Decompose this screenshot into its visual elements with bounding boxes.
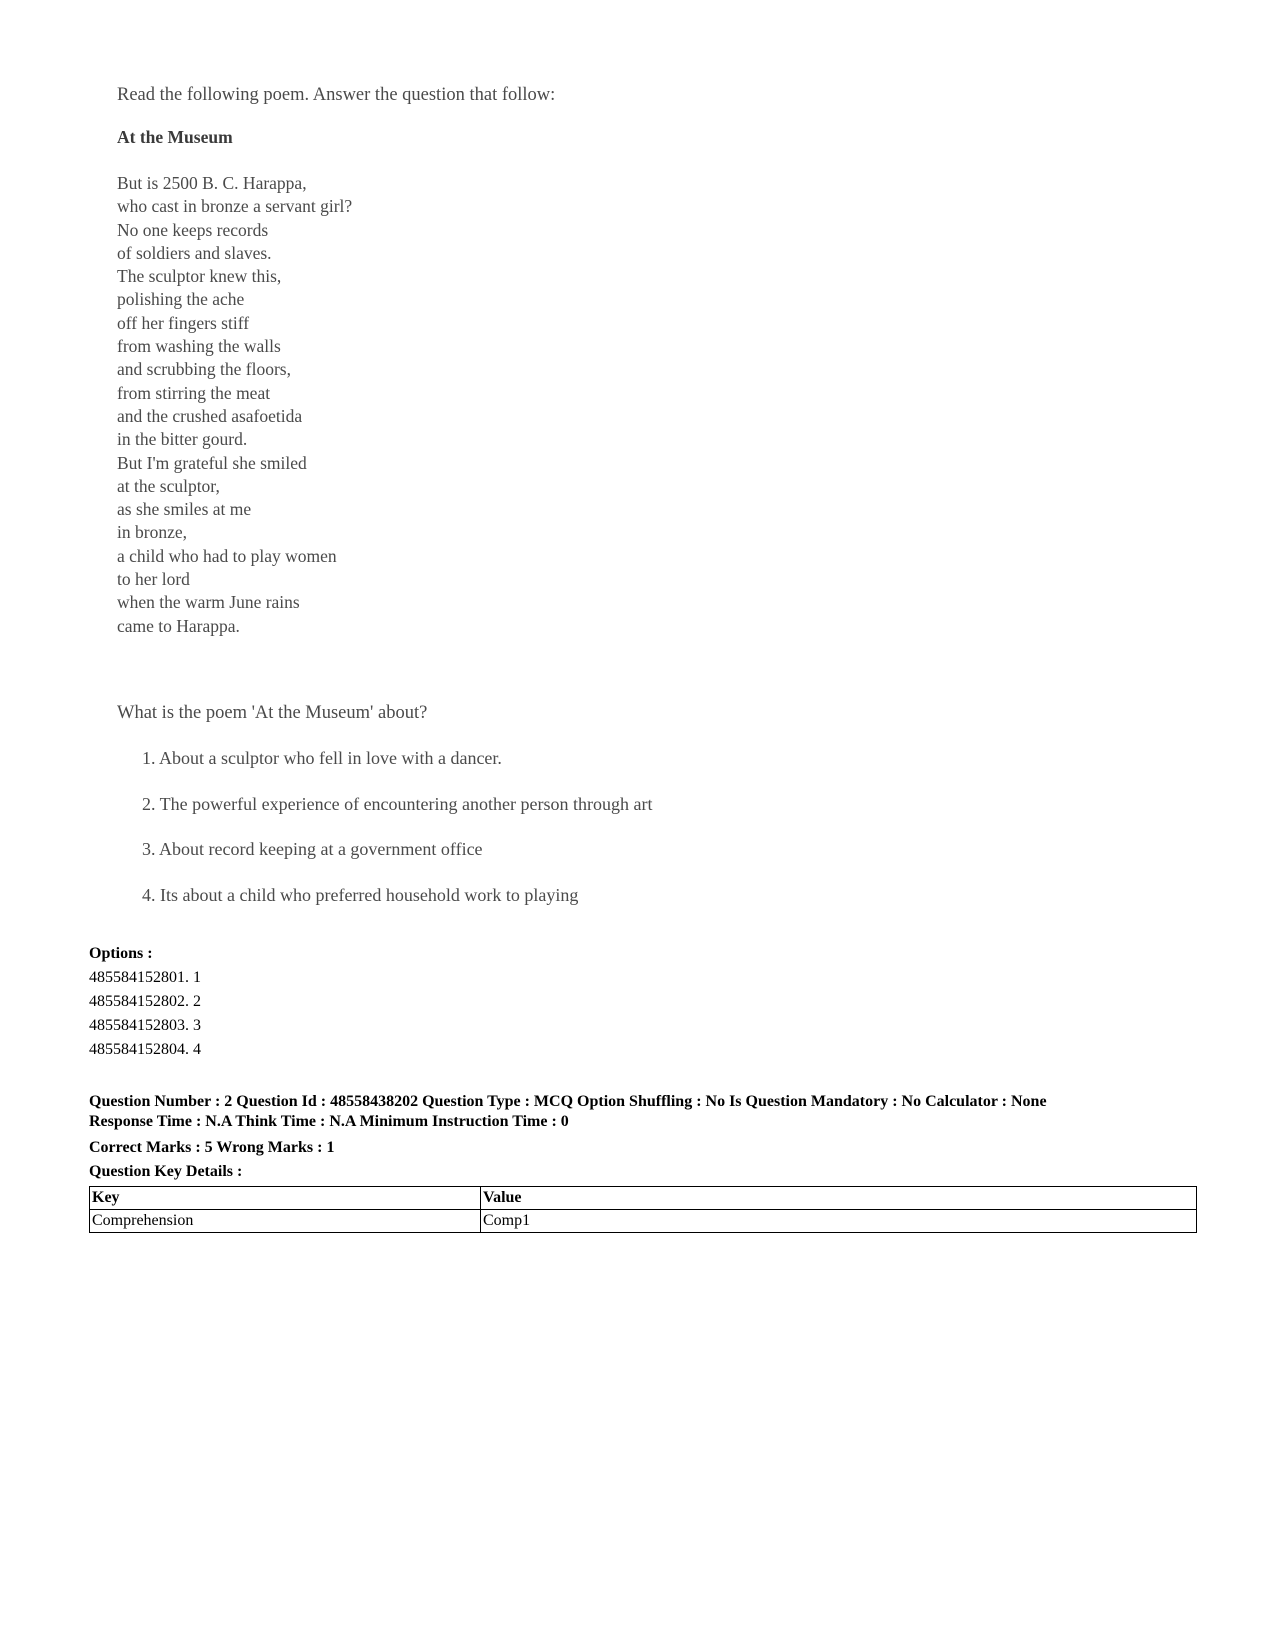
column-header-value: Value bbox=[481, 1187, 1197, 1210]
answer-choice: 1. About a sculptor who fell in love with a dancer. bbox=[142, 748, 502, 768]
poem-line: as she smiles at me bbox=[117, 499, 252, 520]
option-item: 485584152804. 4 bbox=[89, 1041, 201, 1058]
poem-line: in the bitter gourd. bbox=[117, 429, 248, 450]
poem-line: But I'm grateful she smiled bbox=[117, 452, 307, 473]
poem-line: off her fingers stiff bbox=[117, 312, 250, 333]
column-header-key: Key bbox=[90, 1187, 481, 1210]
poem-line: to her lord bbox=[117, 569, 190, 590]
poem-line: who cast in bronze a servant girl? bbox=[117, 196, 353, 217]
poem-line: polishing the ache bbox=[117, 289, 245, 310]
poem-line: came to Harappa. bbox=[117, 615, 240, 636]
answer-choices bbox=[142, 746, 652, 928]
options-label: Options : bbox=[89, 945, 153, 962]
question-text: What is the poem 'At the Museum' about? bbox=[117, 703, 428, 723]
poem-line: at the sculptor, bbox=[117, 475, 220, 496]
question-timing-line: Response Time : N.A Think Time : N.A Minimum Instruction Time : 0 bbox=[89, 1113, 569, 1130]
question-meta-line: Question Number : 2 Question Id : 48558438202 Question Type : MCQ Option Shuffling : No Is Question Mandatory : No Calculator : None bbox=[89, 1093, 1047, 1110]
poem-line: from stirring the meat bbox=[117, 382, 271, 403]
marks-line: Correct Marks : 5 Wrong Marks : 1 bbox=[89, 1139, 335, 1156]
table-row bbox=[90, 1210, 1197, 1233]
answer-choice: 4. Its about a child who preferred household work to playing bbox=[142, 884, 579, 905]
key-details-table bbox=[89, 1186, 1197, 1233]
option-item: 485584152801. 1 bbox=[89, 969, 201, 986]
poem-line: in bronze, bbox=[117, 522, 187, 543]
poem-line: from washing the walls bbox=[117, 336, 281, 357]
poem-line: But is 2500 B. C. Harappa, bbox=[117, 173, 307, 193]
poem-title: At the Museum bbox=[117, 127, 233, 147]
key-details-label: Question Key Details : bbox=[89, 1163, 243, 1180]
options-list bbox=[89, 966, 201, 1062]
option-item: 485584152802. 2 bbox=[89, 993, 201, 1010]
instruction-text: Read the following poem. Answer the question that follow: bbox=[117, 85, 556, 105]
poem-body bbox=[117, 172, 352, 638]
answer-choice: 2. The powerful experience of encountering another person through art bbox=[142, 793, 653, 814]
poem-line: and the crushed asafoetida bbox=[117, 405, 303, 426]
poem-line: and scrubbing the floors, bbox=[117, 359, 291, 380]
table-header-row bbox=[90, 1187, 1197, 1210]
poem-line: when the warm June rains bbox=[117, 592, 300, 613]
poem-line: The sculptor knew this, bbox=[117, 266, 282, 287]
question-image bbox=[88, 70, 728, 915]
answer-choice: 3. About record keeping at a government office bbox=[142, 839, 483, 860]
table-cell-key: Comprehension bbox=[90, 1210, 481, 1233]
poem-line: No one keeps records bbox=[117, 219, 269, 240]
poem-line: a child who had to play women bbox=[117, 545, 337, 566]
table-cell-value: Comp1 bbox=[481, 1210, 1197, 1233]
poem-line: of soldiers and slaves. bbox=[117, 242, 272, 263]
option-item: 485584152803. 3 bbox=[89, 1017, 201, 1034]
